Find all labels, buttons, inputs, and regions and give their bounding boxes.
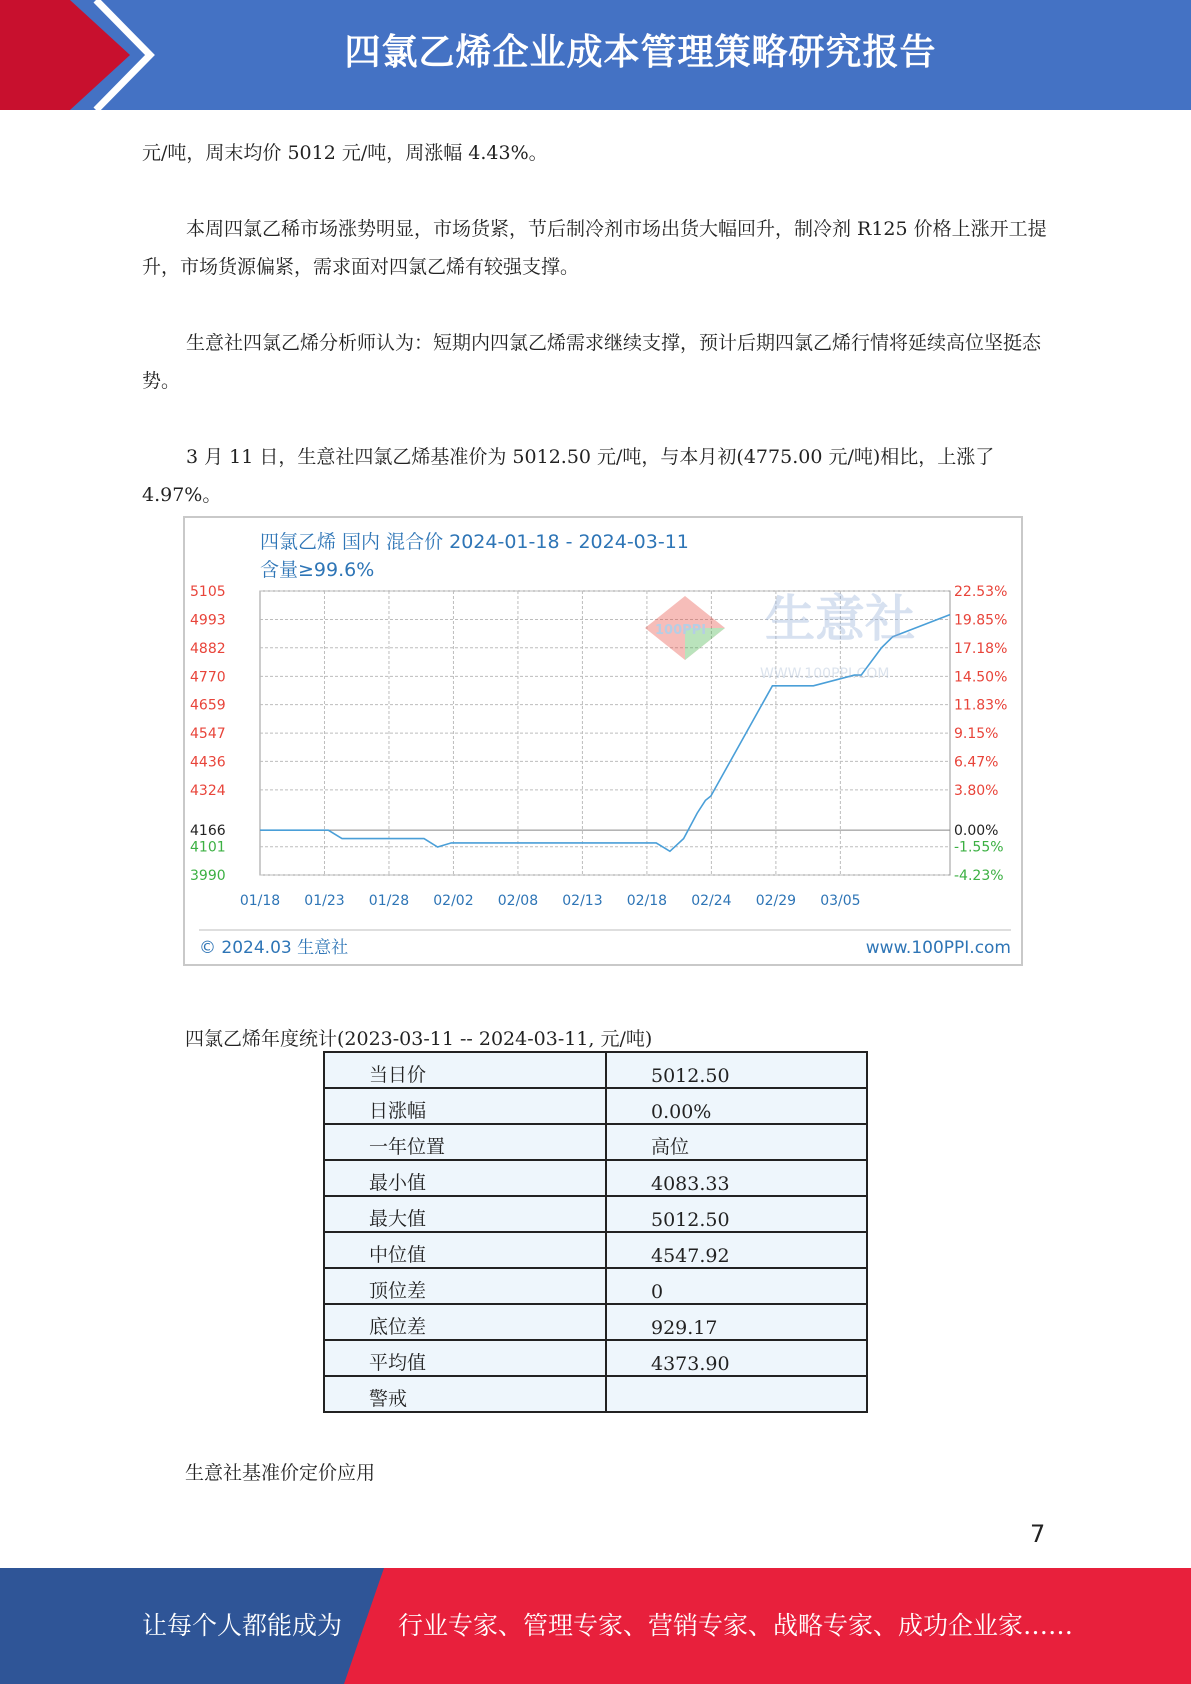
table-row bbox=[324, 1088, 867, 1124]
report-title: 四氯乙烯企业成本管理策略研究报告 bbox=[344, 32, 937, 73]
pricing-application-heading: 生意社基准价定价应用 bbox=[185, 1462, 376, 1484]
stat-value: 5012.50 bbox=[606, 1052, 867, 1088]
y-tick-label-left: 4882 bbox=[190, 640, 226, 657]
stat-value: 5012.50 bbox=[606, 1196, 867, 1232]
y-tick-label-left: 4770 bbox=[190, 669, 226, 686]
table-row bbox=[324, 1304, 867, 1340]
paragraph-1: 元/吨，周末均价 5012 元/吨，周涨幅 4.43%。 bbox=[142, 142, 548, 164]
y-tick-label-right: 17.18% bbox=[954, 640, 1008, 657]
x-tick-label: 01/23 bbox=[304, 893, 345, 909]
y-tick-label-right: 19.85% bbox=[954, 612, 1008, 629]
stat-value: 4083.33 bbox=[606, 1160, 867, 1196]
x-tick-label: 01/18 bbox=[239, 893, 281, 909]
stat-value: 0 bbox=[606, 1268, 867, 1304]
annual-stats-table bbox=[323, 1051, 868, 1413]
stat-value: 高位 bbox=[606, 1124, 867, 1160]
y-tick-label-right: 11.83% bbox=[954, 697, 1008, 714]
price-chart bbox=[183, 516, 1023, 966]
y-tick-label-right: 22.53% bbox=[954, 584, 1008, 600]
watermark-text: 生意社 bbox=[765, 590, 915, 648]
paragraph-2: 本周四氯乙稀市场涨势明显，市场货紧，节后制冷剂市场出货大幅回升，制冷剂 R125 价格上涨开工提升，市场货源偏紧，需求面对四氯乙烯有较强支撑。 bbox=[142, 218, 1047, 278]
table-caption: 四氯乙烯年度统计(2023-03-11 -- 2024-03-11, 元/吨) bbox=[185, 1028, 653, 1050]
y-tick-label-left: 4547 bbox=[190, 726, 226, 743]
x-tick-label: 02/24 bbox=[691, 893, 732, 909]
footer-slogan-left: 让每个人都能成为 bbox=[142, 1611, 343, 1640]
stat-value: 0.00% bbox=[606, 1088, 867, 1124]
y-tick-label-right: -1.55% bbox=[954, 839, 1004, 856]
y-tick-label-right: 9.15% bbox=[954, 726, 999, 743]
paragraph-4: 3 月 11 日，生意社四氯乙烯基准价为 5012.50 元/吨，与本月初(4775.00 元/吨)相比，上涨了 4.97%。 bbox=[142, 446, 995, 506]
y-tick-label-right: 3.80% bbox=[954, 782, 999, 799]
table-row bbox=[324, 1376, 867, 1412]
chart-copyright: © 2024.03 生意社 bbox=[199, 938, 349, 958]
y-tick-label-right: 14.50% bbox=[954, 669, 1008, 686]
stat-label: 最大值 bbox=[324, 1196, 606, 1232]
x-tick-label: 02/02 bbox=[433, 893, 474, 909]
stat-label: 日涨幅 bbox=[324, 1088, 606, 1124]
y-tick-label-left: 3990 bbox=[190, 868, 226, 884]
x-tick-label: 02/18 bbox=[626, 893, 668, 909]
y-tick-label-right: 6.47% bbox=[954, 754, 999, 771]
stat-label: 底位差 bbox=[324, 1304, 606, 1340]
stat-label: 平均值 bbox=[324, 1340, 606, 1376]
y-tick-label-right: 0.00% bbox=[954, 823, 999, 840]
table-row bbox=[324, 1232, 867, 1268]
price-chart-svg bbox=[185, 518, 1025, 968]
y-tick-label-left: 4659 bbox=[190, 697, 226, 714]
footer-slogan-right: 行业专家、管理专家、营销专家、战略专家、成功企业家…… bbox=[398, 1611, 1074, 1640]
x-tick-label: 03/05 bbox=[820, 893, 861, 909]
watermark-url: WWW.100PPI.COM bbox=[760, 666, 890, 682]
y-tick-label-left: 4324 bbox=[190, 782, 226, 799]
stat-value bbox=[606, 1376, 867, 1412]
x-tick-label: 01/28 bbox=[368, 893, 410, 909]
stat-label: 最小值 bbox=[324, 1160, 606, 1196]
stat-value: 4373.90 bbox=[606, 1340, 867, 1376]
y-tick-label-left: 4101 bbox=[190, 839, 226, 856]
table-row bbox=[324, 1124, 867, 1160]
stat-label: 顶位差 bbox=[324, 1268, 606, 1304]
table-row bbox=[324, 1196, 867, 1232]
table-row bbox=[324, 1268, 867, 1304]
page-header bbox=[0, 0, 1191, 110]
chart-title: 四氯乙烯 国内 混合价 2024-01-18 - 2024-03-11 bbox=[260, 531, 689, 553]
stat-label: 一年位置 bbox=[324, 1124, 606, 1160]
x-tick-label: 02/13 bbox=[562, 893, 603, 909]
y-tick-label-left: 4436 bbox=[190, 754, 226, 771]
stat-label: 当日价 bbox=[324, 1052, 606, 1088]
table-row bbox=[324, 1052, 867, 1088]
paragraph-3: 生意社四氯乙烯分析师认为：短期内四氯乙烯需求继续支撑，预计后期四氯乙烯行情将延续高位坚挺态势。 bbox=[142, 332, 1042, 392]
table-row bbox=[324, 1340, 867, 1376]
y-tick-label-left: 4993 bbox=[190, 612, 226, 629]
x-tick-label: 02/08 bbox=[497, 893, 539, 909]
table-row bbox=[324, 1160, 867, 1196]
stat-value: 929.17 bbox=[606, 1304, 867, 1340]
x-tick-label: 02/29 bbox=[755, 893, 797, 909]
watermark-logo-text: 100PPI bbox=[655, 623, 707, 638]
y-tick-label-right: -4.23% bbox=[954, 868, 1004, 884]
page-footer bbox=[0, 1568, 1191, 1684]
stat-value: 4547.92 bbox=[606, 1232, 867, 1268]
stat-label: 警戒 bbox=[324, 1376, 606, 1412]
chart-site-link[interactable]: www.100PPI.com bbox=[865, 938, 1011, 958]
stat-label: 中位值 bbox=[324, 1232, 606, 1268]
page-number: 7 bbox=[1030, 1520, 1046, 1548]
y-tick-label-left: 4166 bbox=[190, 823, 226, 840]
y-tick-label-left: 5105 bbox=[190, 584, 226, 600]
chart-subtitle: 含量≥99.6% bbox=[260, 559, 375, 581]
